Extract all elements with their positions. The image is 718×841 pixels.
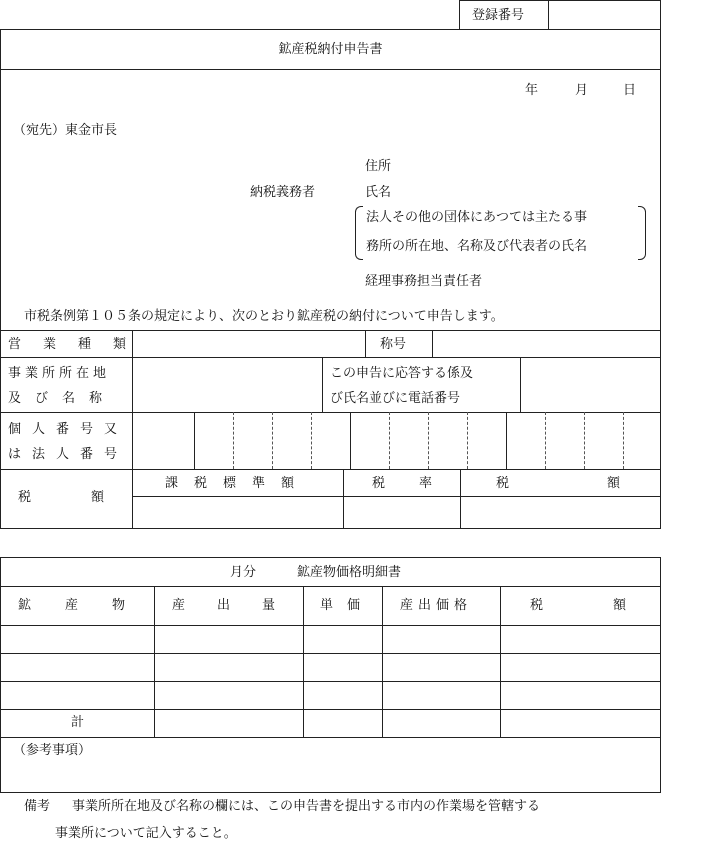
- statement-row[interactable]: [2, 627, 659, 652]
- contact-label-line2: び氏名並びに電話番号: [330, 391, 461, 406]
- id-digit-divider: [272, 412, 273, 469]
- business-type-field[interactable]: [134, 332, 363, 356]
- title-divider: [0, 69, 661, 70]
- id-digit-divider: [428, 412, 429, 469]
- statement-row[interactable]: [2, 655, 659, 680]
- trade-name-field[interactable]: [434, 332, 659, 356]
- tax-base-header: 課税標準額: [165, 476, 311, 491]
- total-label: 計: [71, 715, 85, 730]
- declaration-text: 市税条例第１０５条の規定により、次のとおり鉱産税の納付について申告します。: [24, 309, 504, 324]
- header-output-value: 産出価格: [400, 598, 473, 613]
- note-bracket-right: [638, 206, 646, 260]
- header-tax: 税額: [530, 598, 697, 613]
- id-digit-divider: [506, 412, 507, 469]
- id-digit-divider: [194, 412, 195, 469]
- statement-row-divider: [0, 709, 661, 710]
- date-day: 日: [623, 83, 637, 98]
- table-top-border: [0, 330, 661, 331]
- statement-row-divider: [0, 681, 661, 682]
- tax-rate-field[interactable]: [345, 498, 458, 527]
- statement-row-divider: [0, 653, 661, 654]
- row1-bottom: [0, 357, 661, 358]
- tax-header: 税額: [496, 476, 718, 491]
- remarks-line2: 事業所について記入すること。: [55, 826, 237, 841]
- trade-name-divider-left: [365, 330, 366, 357]
- office-address-field[interactable]: [134, 359, 320, 411]
- statement-title-divider: [0, 586, 661, 587]
- accounting-manager-label: 経理事務担当責任者: [365, 274, 483, 289]
- note-bracket-left: [355, 206, 363, 260]
- id-digit-divider: [545, 412, 546, 469]
- statement-row[interactable]: [2, 683, 659, 708]
- id-digit-divider: [584, 412, 585, 469]
- id-number-label-line1: 個人番号又: [8, 422, 129, 437]
- tax-header-bottom: [132, 496, 661, 497]
- taxpayer-name-label: 氏名: [365, 185, 392, 200]
- remarks-line1: 事業所所在地及び名称の欄には、この申告書を提出する市内の作業場を管轄する: [72, 799, 541, 814]
- taxpayer-note-line1: 法人その他の団体にあつては主たる事: [366, 210, 588, 225]
- office-label-line2: 及び名称: [8, 391, 117, 406]
- contact-divider-left: [322, 357, 323, 412]
- id-digit-divider: [389, 412, 390, 469]
- header-unit-price: 単価: [320, 598, 375, 613]
- taxpayer-note-line2: 務所の所在地、名称及び代表者の氏名: [366, 239, 588, 254]
- addressee: （宛先）東金市長: [13, 123, 118, 138]
- business-type-label: 営業種類: [8, 337, 149, 352]
- tax-rate-header: 税率: [372, 476, 467, 491]
- row3-bottom: [0, 469, 661, 470]
- id-digit-divider: [311, 412, 312, 469]
- registration-label: 登録番号: [472, 8, 525, 23]
- id-digit-divider: [350, 412, 351, 469]
- tax-field[interactable]: [462, 498, 659, 527]
- remarks-label: 備考: [24, 799, 51, 814]
- taxpayer-address-label: 住所: [365, 159, 392, 174]
- id-number-label-line2: は法人番号: [8, 447, 129, 462]
- registration-value-field[interactable]: [550, 2, 658, 28]
- date-year: 年: [525, 83, 539, 98]
- header-output: 産出量: [172, 598, 308, 613]
- statement-header-divider: [0, 625, 661, 626]
- trade-name-label: 称号: [380, 337, 407, 352]
- statement-total-divider: [0, 737, 661, 738]
- taxpayer-label: 納税義務者: [250, 185, 316, 200]
- contact-field[interactable]: [522, 359, 659, 411]
- id-digit-divider: [623, 412, 624, 469]
- id-digit-divider: [467, 412, 468, 469]
- date-month: 月: [575, 83, 589, 98]
- trade-name-divider-right: [432, 330, 433, 357]
- month-unit-label: 月分: [230, 565, 257, 580]
- tax-base-field[interactable]: [134, 498, 341, 527]
- reference-label: （参考事項）: [13, 743, 92, 758]
- contact-divider-right: [520, 357, 521, 412]
- id-digit-divider: [233, 412, 234, 469]
- office-label-line1: 事業所所在地: [8, 366, 111, 381]
- row2-bottom: [0, 412, 661, 413]
- contact-label-line1: この申告に応答する係及: [330, 366, 474, 381]
- tax-rate-divider-left: [343, 469, 344, 529]
- reference-field[interactable]: [2, 762, 659, 791]
- form-title: 鉱産税納付申告書: [278, 42, 383, 57]
- statement-title: 鉱産物価格明細書: [297, 565, 402, 580]
- tax-amount-label: 税額: [18, 490, 165, 505]
- header-mineral: 鉱産物: [18, 598, 160, 613]
- registration-divider: [548, 0, 549, 30]
